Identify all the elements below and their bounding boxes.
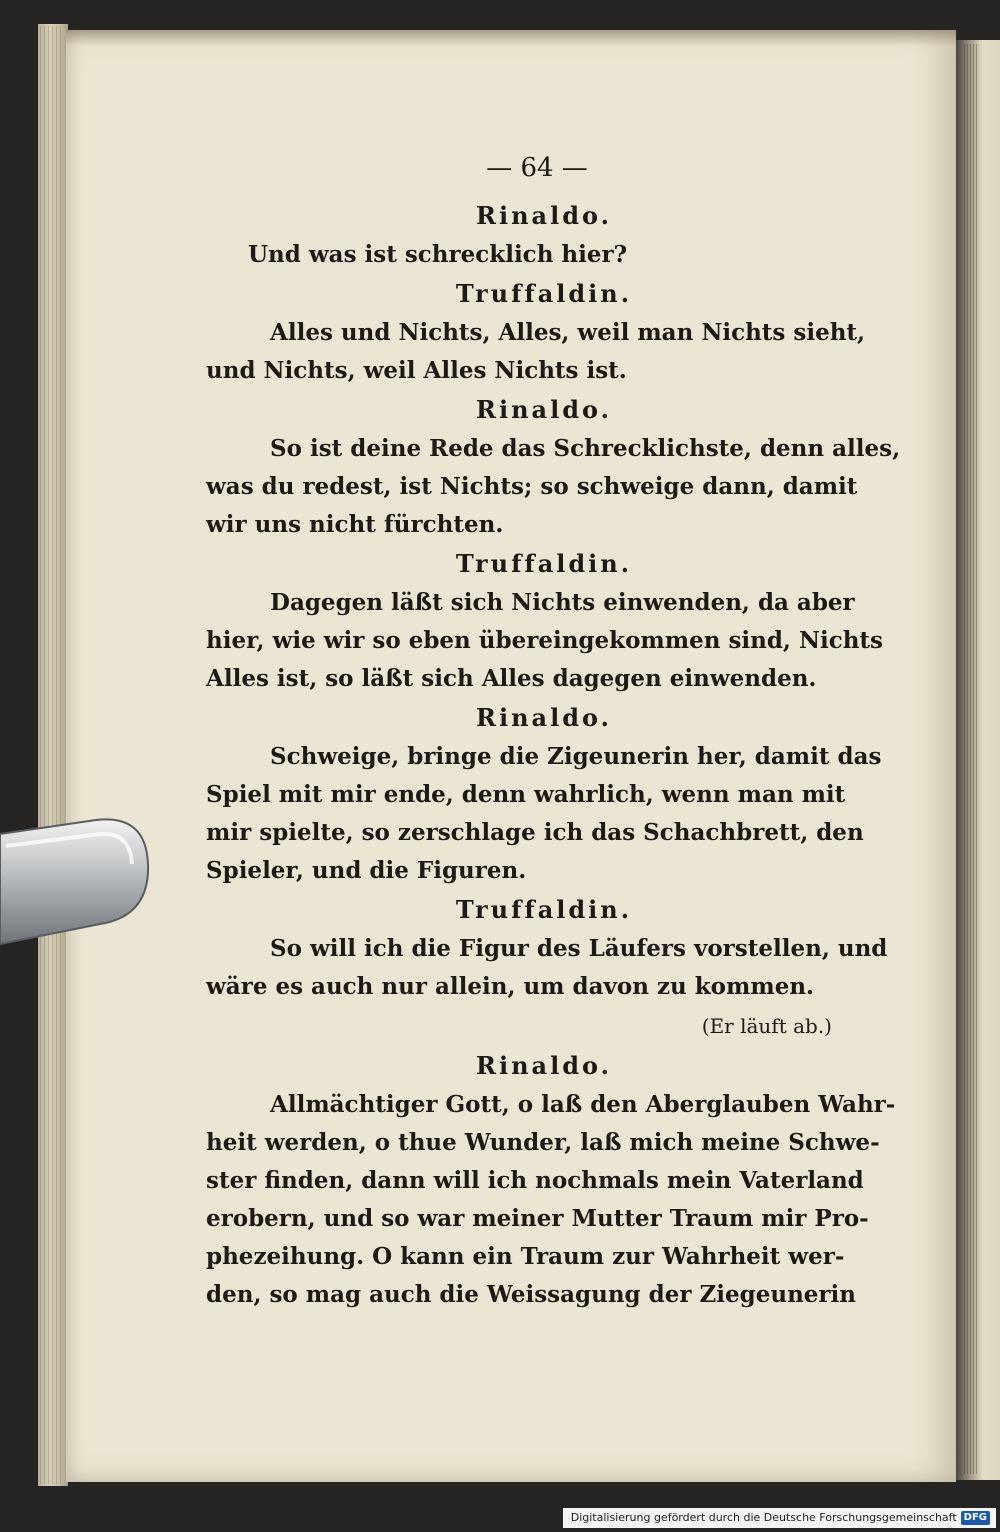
page-lines — [206, 196, 901, 1314]
text-line: wäre es auch nur allein, um davon zu kommen. — [206, 973, 815, 1000]
dfg-logo: DFG — [961, 1511, 990, 1525]
text-line: was du redest, ist Nichts; so schweige dann, damit — [206, 473, 858, 500]
page-edges-right — [964, 44, 978, 1474]
text-line: Alles ist, so läßt sich Alles dagegen einwenden. — [206, 665, 817, 692]
speaker-name: Truffaldin. — [455, 279, 633, 308]
text-line: Alles und Nichts, Alles, weil man Nichts sieht, — [270, 319, 866, 346]
text-line: hier, wie wir so eben übereingekommen sind, Nichts — [206, 627, 884, 654]
speaker-name: Rinaldo. — [476, 395, 612, 424]
text-line: Und was ist schrecklich hier? — [248, 241, 628, 268]
stage-direction: (Er läuft ab.) — [701, 1014, 832, 1038]
text-line: wir uns nicht fürchten. — [206, 511, 504, 538]
text-line: und Nichts, weil Alles Nichts ist. — [206, 357, 627, 384]
speaker-name: Truffaldin. — [455, 549, 633, 578]
text-line: Spieler, und die Figuren. — [206, 857, 527, 884]
page-clip — [0, 812, 150, 948]
page-text — [206, 140, 901, 1314]
text-line: erobern, und so war meiner Mutter Traum mir Pro- — [206, 1205, 869, 1232]
text-line: Schweige, bringe die Zigeunerin her, damit das — [270, 743, 882, 770]
text-line: phezeihung. O kann ein Traum zur Wahrheit wer- — [206, 1243, 845, 1270]
digitization-footer — [563, 1508, 996, 1528]
text-line: ster finden, dann will ich nochmals mein Vaterland — [206, 1167, 864, 1194]
speaker-name: Truffaldin. — [455, 895, 633, 924]
text-line: den, so mag auch die Weissagung der Ziegeunerin — [206, 1281, 857, 1308]
text-line: So ist deine Rede das Schrecklichste, denn alles, — [270, 435, 901, 462]
text-line: mir spielte, so zerschlage ich das Schachbrett, den — [206, 819, 864, 846]
page-edges-left — [40, 26, 64, 1484]
text-line: Spiel mit mir ende, denn wahrlich, wenn man mit — [206, 781, 846, 808]
speaker-name: Rinaldo. — [476, 703, 612, 732]
text-line: So will ich die Figur des Läufers vorstellen, und — [270, 935, 888, 962]
speaker-name: Rinaldo. — [476, 201, 612, 230]
page-number: — 64 — — [486, 153, 588, 183]
footer-text: Digitalisierung gefördert durch die Deutsche Forschungsgemeinschaft — [570, 1511, 957, 1524]
text-line: Dagegen läßt sich Nichts einwenden, da aber — [270, 589, 855, 616]
book-right-edge — [956, 40, 1000, 1480]
text-line: heit werden, o thue Wunder, laß mich meine Schwe- — [206, 1129, 880, 1156]
page-top-shadow — [66, 30, 956, 46]
text-line: Allmächtiger Gott, o laß den Aberglauben Wahr- — [270, 1091, 896, 1118]
speaker-name: Rinaldo. — [476, 1051, 612, 1080]
